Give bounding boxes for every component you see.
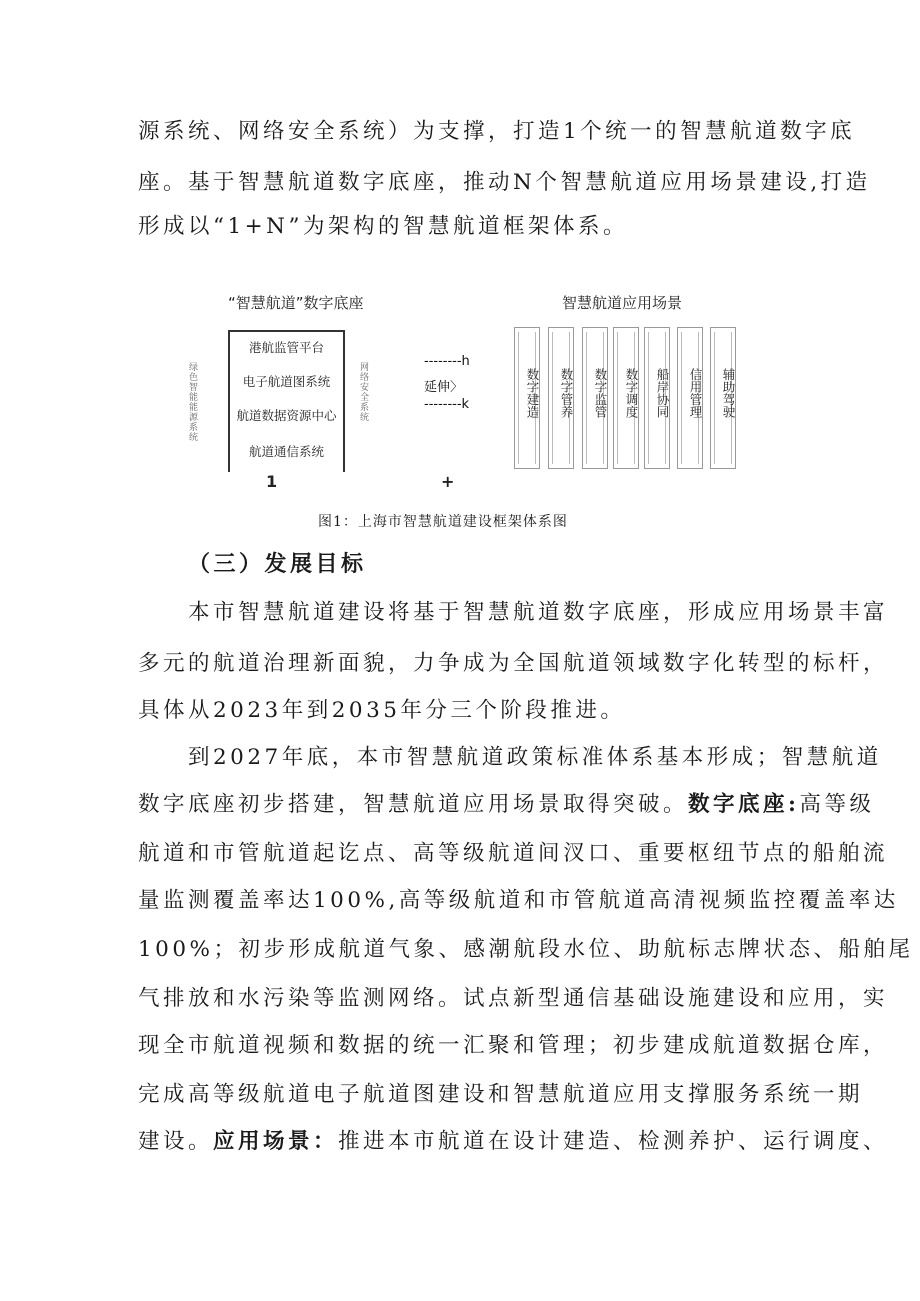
para1-line-3: 具体从2023年到2035年分三个阶段推进。 bbox=[138, 698, 626, 723]
base-item-4: 航道通信系统 bbox=[248, 444, 324, 459]
base-item-3: 航道数据资源中心 bbox=[236, 408, 337, 423]
framework-diagram bbox=[0, 0, 920, 540]
diagram-one-label: 1 bbox=[266, 472, 278, 491]
base-item-1: 港航监管平台 bbox=[248, 340, 324, 355]
section-heading: （三）发展目标 bbox=[188, 551, 367, 577]
para1-line-2: 多元的航道治理新面貌，力争成为全国航道领域数字化转型的标杆， bbox=[138, 651, 889, 676]
intro-line-3: 形成以“1+N”为架构的智慧航道框架体系。 bbox=[138, 214, 628, 239]
app-scenario-6: 信用管理 bbox=[677, 327, 703, 469]
green-energy-system-label: 绿色智能能源系统 bbox=[187, 362, 197, 442]
extend-label: 延伸〉 bbox=[424, 380, 464, 395]
intro-line-2: 座。基于智慧航道数字底座，推动N个智慧航道应用场景建设,打造 bbox=[138, 170, 871, 195]
app-scenario-7: 辅助驾驶 bbox=[710, 327, 736, 469]
network-security-system-label: 网络安全系统 bbox=[358, 362, 368, 422]
para1-line-1: 本市智慧航道建设将基于智慧航道数字底座，形成应用场景丰富 bbox=[188, 600, 889, 625]
intro-line-1: 源系统、网络安全系统）为支撑，打造1个统一的智慧航道数字底 bbox=[138, 119, 856, 144]
para2-line-9: 建设。应用场景：推进本市航道在设计建造、检测养护、运行调度、 bbox=[138, 1129, 889, 1154]
app-scenario-3: 数字监管 bbox=[582, 327, 608, 469]
bold-app-scenarios: 应用场景： bbox=[213, 1129, 339, 1154]
app-scenario-2: 数字管养 bbox=[548, 327, 574, 469]
para2-line-3: 航道和市管航道起讫点、高等级航道间汊口、重要枢纽节点的船舶流 bbox=[138, 841, 889, 866]
figure-caption: 图1：上海市智慧航道建设框架体系图 bbox=[318, 514, 568, 530]
para2-line-7: 现全市航道视频和数据的统一汇聚和管理；初步建成航道数据仓库， bbox=[138, 1033, 889, 1058]
para2-line-1: 到2027年底，本市智慧航道政策标准体系基本形成；智慧航道 bbox=[188, 745, 882, 770]
extend-dash-top: --------h bbox=[424, 354, 470, 369]
bold-digital-base: 数字底座: bbox=[688, 792, 800, 817]
diagram-right-title: 智慧航道应用场景 bbox=[562, 294, 683, 312]
base-item-2: 电子航道图系统 bbox=[242, 374, 331, 389]
digital-base-box bbox=[228, 330, 345, 472]
para2-line-8: 完成高等级航道电子航道图建设和智慧航道应用支撑服务系统一期 bbox=[138, 1082, 864, 1107]
diagram-left-title: “智慧航道”数字底座 bbox=[228, 294, 364, 312]
app-scenario-5: 船岸协同 bbox=[644, 327, 670, 469]
diagram-plus-label: + bbox=[441, 472, 455, 491]
extend-dash-bottom: --------k bbox=[424, 397, 470, 412]
para2-line-4: 量监测覆盖率达100%,高等级航道和市管航道高清视频监控覆盖率达 bbox=[138, 888, 899, 913]
para2-line-6: 气排放和水污染等监测网络。试点新型通信基础设施建设和应用，实 bbox=[138, 986, 889, 1011]
app-scenario-1: 数字建造 bbox=[514, 327, 540, 469]
para2-line-5: 100%；初步形成航道气象、感潮航段水位、助航标志牌状态、船舶尾 bbox=[138, 937, 914, 962]
app-scenario-4: 数字调度 bbox=[613, 327, 639, 469]
para2-line-2: 数字底座初步搭建，智慧航道应用场景取得突破。数字底座:高等级 bbox=[138, 792, 875, 817]
